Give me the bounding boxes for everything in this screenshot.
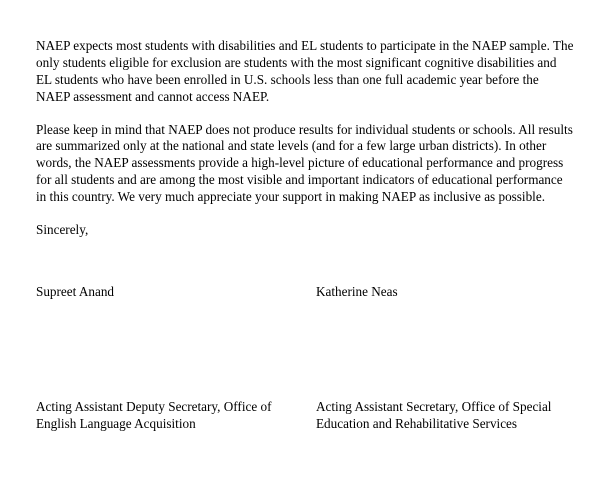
paragraph-naep-exclusion: NAEP expects most students with disabilities and EL students to participate in the NAEP sample. The only students eligible for exclusion are students with the most significant cognitive disabilities and EL students who have been enrolled in U.S. schools less than one full academic year before the NAEP assessment and cannot access NAEP. <box>36 38 574 104</box>
letter-body <box>36 38 574 239</box>
signature-title-left: Acting Assistant Deputy Secretary, Office of English Language Acquisition <box>36 398 272 431</box>
signature-titles-row <box>36 399 574 433</box>
signature-title-right: Acting Assistant Secretary, Office of Special Education and Rehabilitative Services <box>316 398 552 431</box>
paragraph-naep-results: Please keep in mind that NAEP does not produce results for individual students or schools. All results are summarized only at the national and state levels (and for a few large urban districts). In other words, the NAEP assessments provide a high-level picture of educational performance and progress for all students and are among the most visible and important indicators of educational performance in this country. We very much appreciate your support in making NAEP as inclusive as possible. <box>36 121 573 205</box>
signature-name-left: Supreet Anand <box>36 283 115 299</box>
signature-name-right: Katherine Neas <box>316 283 398 299</box>
closing-sincerely: Sincerely, <box>36 222 89 238</box>
signature-names-row <box>36 284 574 301</box>
